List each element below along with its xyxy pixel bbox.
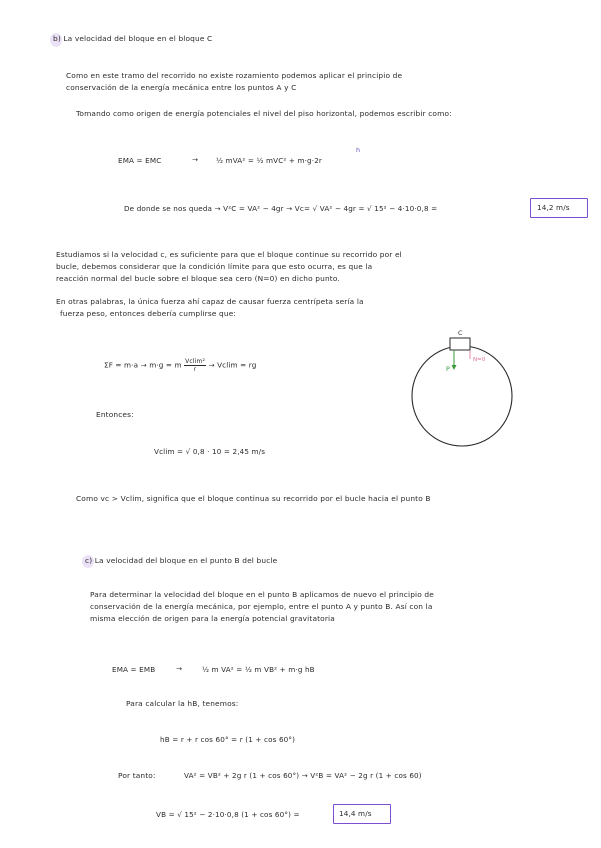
weight-arrow-head: [452, 365, 457, 370]
section-c-equation-4-result: 14,4 m/s: [339, 809, 372, 818]
section-b-equation-1-rhs: ½ mVA² = ½ mVC² + m·g·2r: [216, 156, 323, 165]
block: [450, 338, 470, 350]
section-b-paragraph-1-line-2: conservación de la energía mecánica entre los puntos A y C: [66, 83, 297, 92]
section-b-equation-1-lhs: EMA = EMC: [118, 156, 162, 165]
diagram-label-c: C: [458, 329, 463, 337]
section-c-title: c) La velocidad del bloque en el punto B del bucle: [85, 556, 278, 565]
section-b-equation-1-note: h: [356, 146, 361, 154]
equation-3-rhs: → Vclim = rg: [208, 360, 257, 370]
section-c-equation-1-lhs: EMA = EMB: [112, 665, 156, 674]
arrow-icon: →: [192, 155, 199, 164]
section-c-equation-3: VA² = VB² + 2g r (1 + cos 60°) → V²B = VA² − 2g r (1 + cos 60): [184, 771, 422, 780]
section-c-equation-1-rhs: ½ m VA² = ½ m VB² + m·g hB: [202, 665, 315, 674]
section-b-equation-2-result: 14,2 m/s: [537, 203, 570, 212]
section-b-paragraph-4-line-2: fuerza peso, entonces debería cumplirse que:: [60, 309, 237, 318]
section-b-paragraph-4-line-1: En otras palabras, la única fuerza ahí capaz de causar fuerza centrípeta sería la: [56, 297, 364, 306]
fraction-denominator: r: [193, 366, 197, 373]
section-c-equation-2: hB = r + r cos 60° = r (1 + cos 60°): [160, 735, 296, 744]
section-c-equation-3-label: Por tanto:: [118, 771, 156, 780]
section-b-title: b) La velocidad del bloque en el bloque C: [53, 34, 213, 43]
section-b-equation-3: [104, 358, 256, 373]
entonces-label: Entonces:: [96, 410, 134, 419]
arrow-icon: →: [176, 664, 183, 673]
section-b-conclusion: Como vc > Vclim, significa que el bloque continua su recorrido por el bucle hacia el punto B: [76, 494, 431, 503]
diagram-label-n: N=0: [473, 357, 486, 363]
equation-3-text: ΣF = m·a → m·g = m: [104, 360, 182, 370]
section-b-paragraph-1-line-1: Como en este tramo del recorrido no existe rozamiento podemos aplicar el principio de: [66, 71, 403, 80]
section-c-paragraph-2: Para calcular la hB, tenemos:: [126, 699, 239, 708]
fraction: [184, 358, 206, 373]
section-b-equation-2: De donde se nos queda → V²C = VA² − 4gr → Vc= √ VA² − 4gr = √ 15² − 4·10·0,8 =: [124, 204, 438, 213]
loop-circle: [412, 346, 512, 446]
fraction-numerator: Vclim²: [185, 358, 206, 365]
section-b-equation-4: Vclim = √ 0,8 · 10 = 2,45 m/s: [154, 447, 266, 456]
section-c-equation-4: VB = √ 15² − 2·10·0,8 (1 + cos 60°) =: [156, 810, 300, 819]
section-c-paragraph-1-line-2: conservación de la energía mecánica, por ejemplo, entre el punto A y punto B. Así con la: [90, 602, 433, 611]
section-c-paragraph-1-line-3: misma elección de origen para la energía potencial gravitatoria: [90, 614, 335, 623]
section-c-paragraph-1-line-1: Para determinar la velocidad del bloque en el punto B aplicamos de nuevo el principio de: [90, 590, 434, 599]
loop-diagram: [410, 325, 530, 455]
section-b-paragraph-3-line-2: bucle, debemos considerar que la condición límite para que esto ocurra, es que la: [56, 262, 373, 271]
section-b-paragraph-3-line-3: reacción normal del bucle sobre el bloque sea cero (N=0) en dicho punto.: [56, 274, 340, 283]
section-b-paragraph-3-line-1: Estudiamos si la velocidad c, es suficiente para que el bloque continue su recorrido por el: [56, 250, 402, 259]
diagram-label-p: P: [446, 365, 451, 373]
section-b-paragraph-2: Tomando como origen de energía potenciales el nivel del piso horizontal, podemos escribir como:: [76, 109, 452, 118]
